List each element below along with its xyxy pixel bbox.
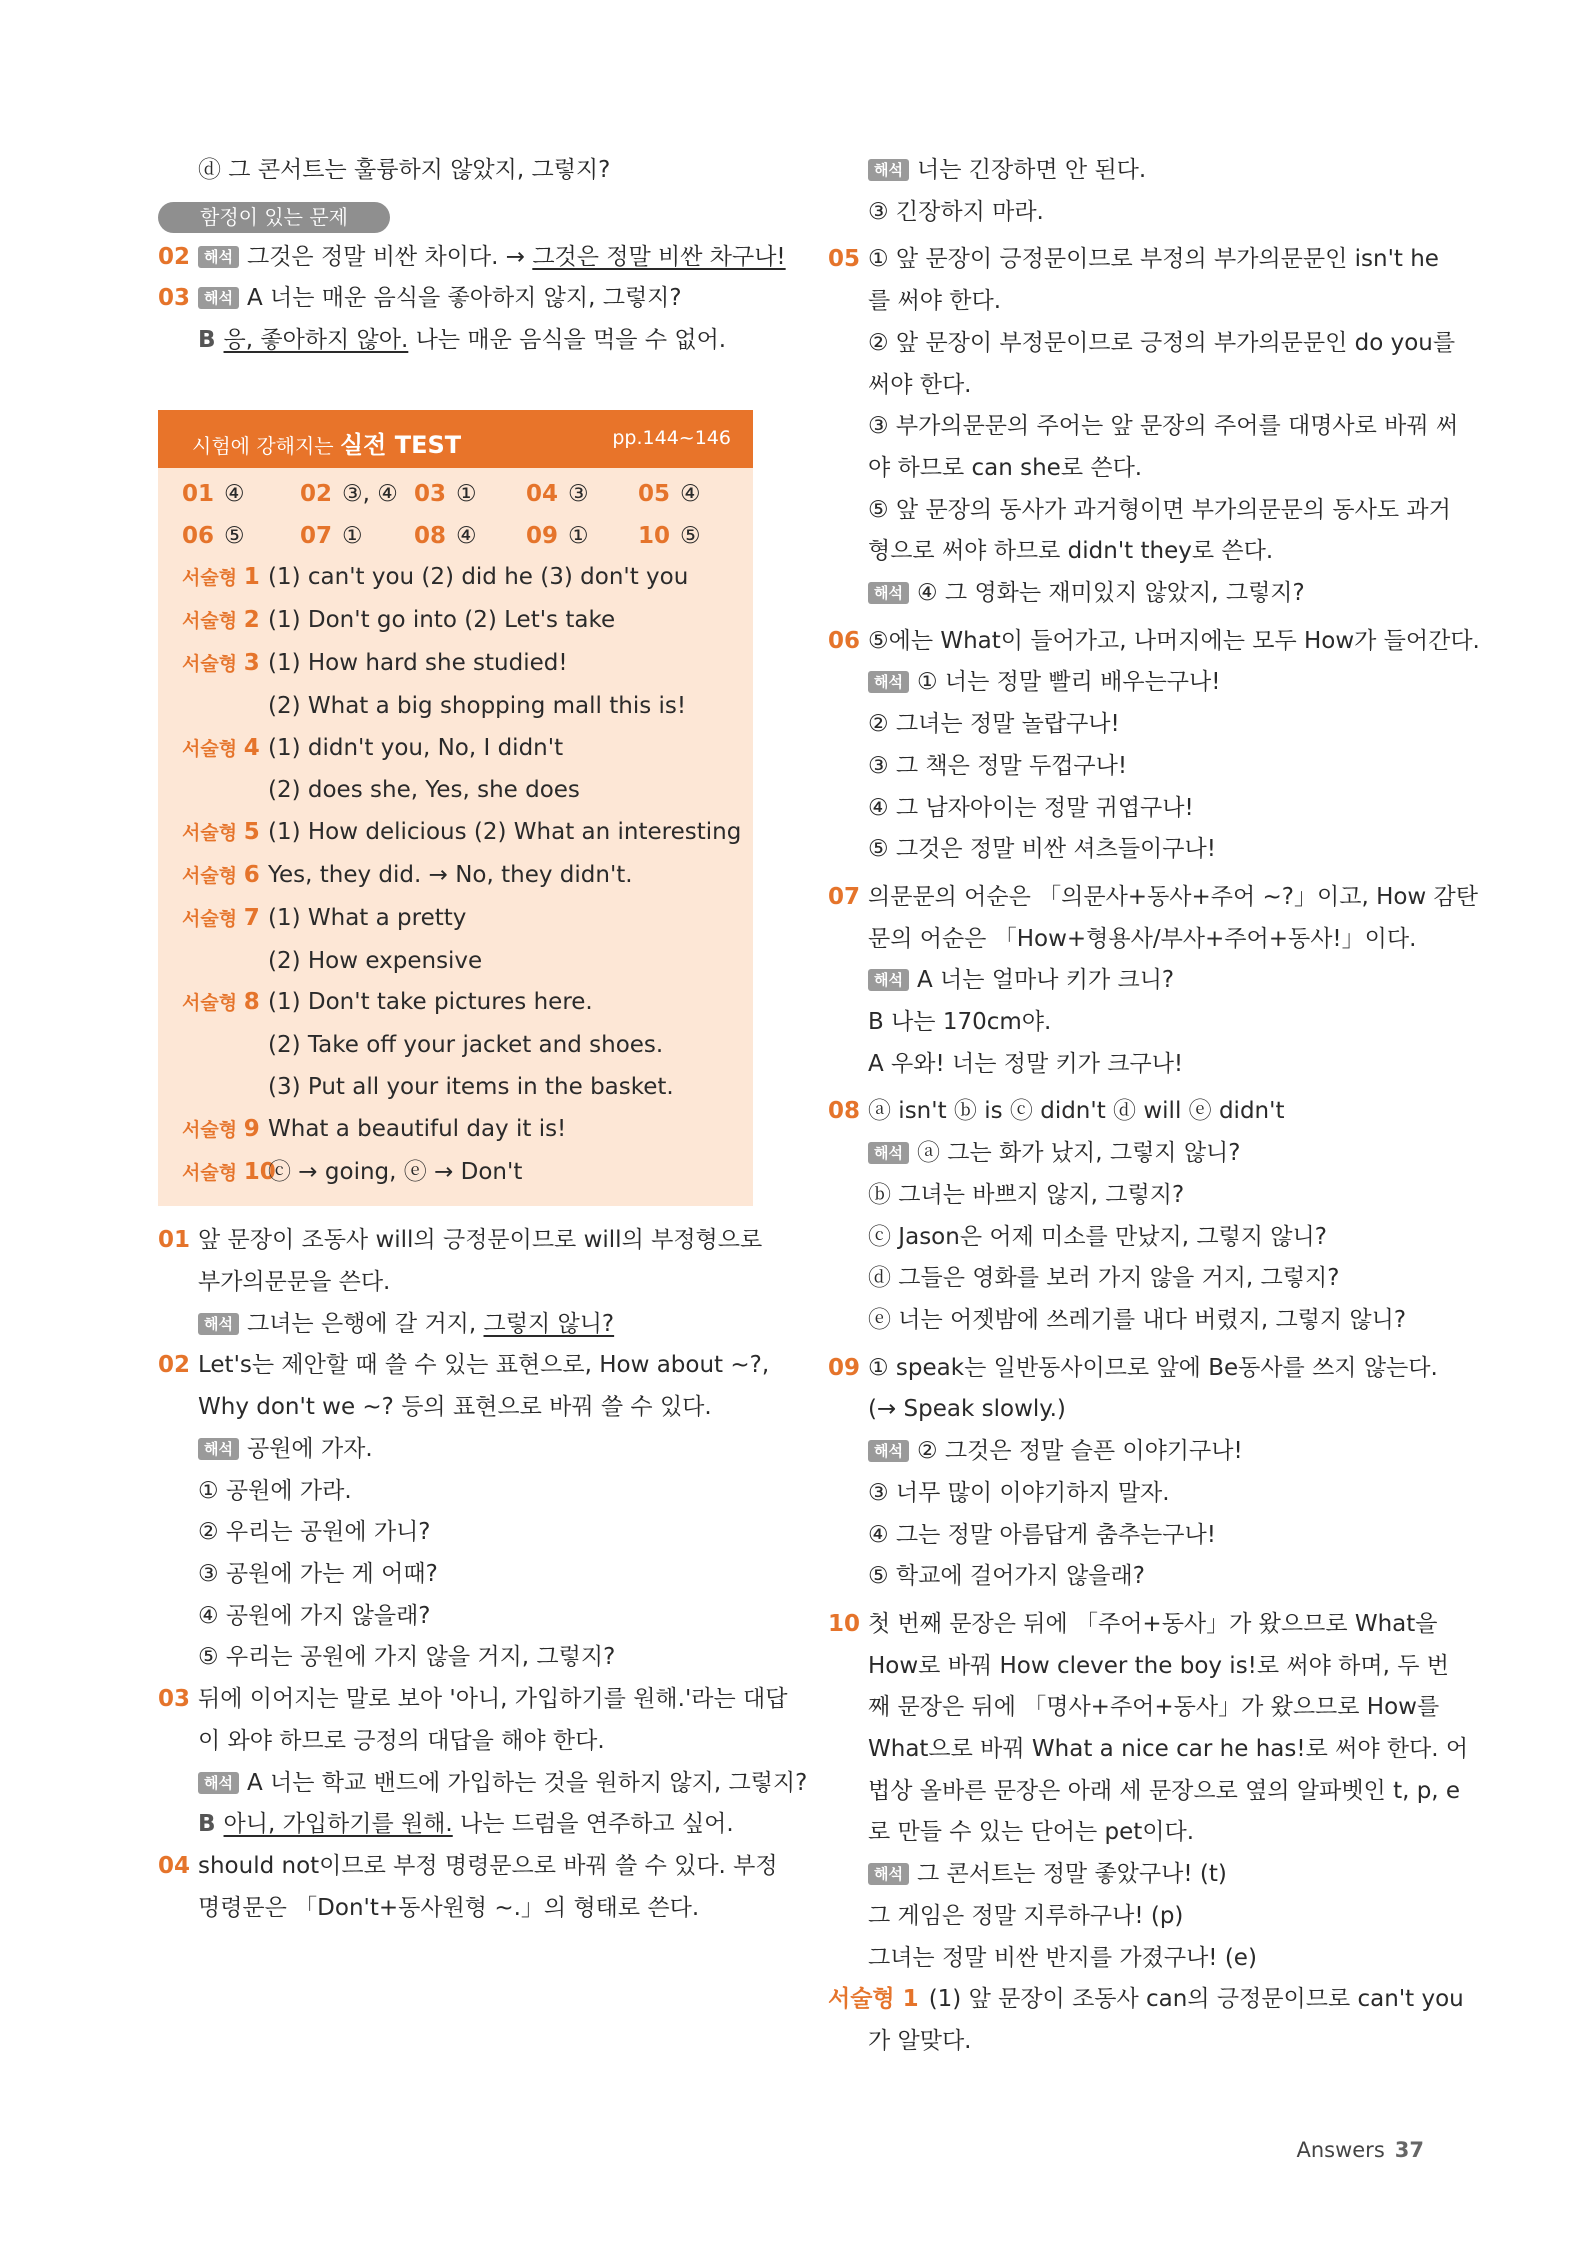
text: A 너는 학교 밴드에 가입하는 것을 원하지 않지, 그렇지? [246, 1769, 808, 1796]
text: 이 와야 하므로 긍정의 대답을 해야 한다. [198, 1727, 605, 1754]
text: ⑤ 학교에 걸어가지 않을래? [868, 1563, 1145, 1590]
question-number: 02 [158, 1352, 191, 1379]
text: ③ 그 책은 정말 두껍구나! [868, 752, 1128, 779]
essay-answer-6 [182, 855, 753, 898]
essay-text: What a beautiful day it is! [268, 1115, 567, 1142]
text: ⓔ 너는 어젯밤에 쓰레기를 내다 버렸지, 그렇지 않니? [868, 1306, 1407, 1333]
text: ⓐ 그는 화가 났지, 그렇지 않니? [916, 1140, 1241, 1167]
explanation-08 [828, 1091, 1424, 1133]
text: ⓓ 그들은 영화를 보러 가지 않을 거지, 그렇지? [868, 1265, 1340, 1292]
text: ④ 그 영화는 재미있지 않았지, 그렇지? [916, 580, 1305, 607]
text: 형으로 써야 하므로 didn't they로 쓴다. [868, 538, 1274, 565]
essay-answer-8-cont2: (3) Put all your items in the basket. [268, 1073, 674, 1100]
essay-answer-10 [182, 1152, 753, 1195]
explanation-07 [828, 877, 1478, 919]
option-line: ① 공원에 가라. [198, 1477, 352, 1504]
text: 첫 번째 문장은 뒤에 「주어+동사」가 왔으므로 What을 [868, 1610, 1438, 1637]
answer-number: 03 [414, 480, 447, 507]
text: ⓒ Jason은 어제 미소를 만났지, 그렇지 않니? [868, 1223, 1327, 1250]
essay-number: 1 [243, 564, 260, 591]
dialog-b-line [158, 1804, 753, 1846]
text: ② 그녀는 정말 놀랍구나! [868, 711, 1120, 738]
explanation-03 [158, 1679, 788, 1721]
explanation-02 [158, 1345, 770, 1387]
text: ③ 긴장하지 마라. [868, 198, 1044, 225]
text: 가 알맞다. [868, 2027, 972, 2054]
text: 의문문의 어순은 「의문사+동사+주어 ~?」이고, How 감탄 [868, 883, 1478, 910]
text: How로 바꿔 How clever the boy is!로 써야 하며, 두 번 [868, 1652, 1449, 1679]
text: 나는 매운 음식을 먹을 수 없어. [408, 327, 727, 354]
essay-answer-3-cont: (2) What a big shopping mall this is! [268, 692, 687, 719]
essay-label: 서술형 [182, 653, 238, 675]
essay-text: (1) How hard she studied! [268, 650, 568, 676]
answer-value: ③ [568, 480, 589, 507]
text: (1) 앞 문장이 조동사 can의 긍정문이므로 can't you [928, 1986, 1464, 2013]
answer-number: 01 [182, 480, 215, 507]
essay-answer-2 [182, 600, 753, 643]
text: 문의 어순은 「How+형용사/부사+주어+동사!」이다. [868, 925, 1417, 952]
text: A 너는 매운 음식을 좋아하지 않지, 그렇지? [246, 285, 682, 312]
text: A 우와! 너는 정말 키가 크구나! [868, 1050, 1184, 1077]
essay-answer-7-cont: (2) How expensive [268, 947, 483, 974]
essay-label: 서술형 [182, 1118, 238, 1141]
translation-line [828, 960, 1424, 1002]
trap-q03 [158, 278, 753, 320]
translation-tag: 해석 [868, 1440, 909, 1462]
speaker: B [198, 327, 216, 354]
translation-line [158, 1429, 753, 1471]
practice-test-box [158, 410, 753, 1207]
explanation-05 [828, 239, 1439, 281]
left-column [158, 150, 808, 1929]
trap-section-label: 함정이 있는 문제 [158, 202, 390, 233]
essay-text: (1) Don't go into (2) Let's take [268, 607, 616, 634]
translation-tag: 해석 [198, 1772, 239, 1794]
explanation-04 [158, 1846, 778, 1888]
essay-answer-4-cont: (2) does she, Yes, she does [268, 777, 580, 804]
essay-label: 서술형 [182, 737, 238, 760]
text: 부가의문문을 쓴다. [198, 1269, 391, 1296]
explanation-06 [828, 621, 1480, 663]
question-number: 08 [828, 1098, 861, 1125]
text: ① 너는 정말 빨리 배우는구나! [916, 669, 1221, 696]
answer-value: ④ [456, 522, 477, 549]
text: 나는 드럼을 연주하고 싶어. [452, 1811, 734, 1838]
essay-number: 2 [243, 607, 260, 634]
intro-line: ⓓ 그 콘서트는 훌륭하지 않았지, 그렇지? [198, 157, 611, 183]
answer-value: ⑤ [224, 522, 245, 549]
text: 그 게임은 정말 지루하구나! (p) [868, 1902, 1184, 1929]
text: 야 하므로 can she로 쓴다. [868, 454, 1143, 481]
answer-value: ④ [224, 480, 245, 507]
translation-line [828, 573, 1424, 615]
page-range: pp.144~146 [612, 426, 731, 449]
answer-number: 02 [300, 480, 333, 507]
essay-label: 서술형 [182, 864, 238, 887]
essay-answer-9 [182, 1109, 753, 1152]
translation-tag: 해석 [868, 969, 909, 991]
right-column [828, 150, 1480, 2063]
text: 째 문장은 뒤에 「명사+주어+동사」가 왔으므로 How를 [868, 1694, 1440, 1721]
essay-label: 서술형 [182, 567, 238, 590]
translation-tag: 해석 [868, 582, 909, 604]
answer-number: 05 [638, 480, 671, 507]
text: What으로 바꿔 What a nice car he has!로 써야 한다. 어 [868, 1736, 1469, 1763]
text: A 너는 얼마나 키가 크니? [916, 967, 1175, 994]
text: 공원에 가자. [246, 1435, 373, 1462]
text: ⑤에는 What이 들어가고, 나머지에는 모두 How가 들어간다. [868, 627, 1480, 654]
text: 앞 문장이 조동사 will의 긍정문이므로 will의 부정형으로 [198, 1227, 763, 1254]
essay-explanation-1 [828, 1979, 1464, 2021]
translation-line [828, 1431, 1424, 1473]
text: 그녀는 정말 비싼 반지를 가졌구나! (e) [868, 1944, 1257, 1971]
essay-label: 서술형 [828, 1986, 895, 2013]
text: 그것은 정말 비싼 차이다. → [246, 243, 533, 270]
essay-text: (1) didn't you, No, I didn't [268, 734, 564, 761]
text: 로 만들 수 있는 단어는 pet이다. [868, 1819, 1195, 1846]
essay-text: Yes, they did. → No, they didn't. [268, 861, 633, 888]
answer-value: ④ [680, 480, 701, 507]
translation-tag: 해석 [868, 1142, 909, 1164]
question-number: 01 [158, 1227, 191, 1254]
explanation-10 [828, 1604, 1438, 1646]
translation-tag: 해석 [198, 287, 239, 309]
answer-value: ① [568, 522, 589, 549]
text: ④ 그 남자아이는 정말 귀엽구나! [868, 794, 1194, 821]
answer-number: 08 [414, 522, 447, 549]
text: should not이므로 부정 명령문으로 바꿔 쓸 수 있다. 부정 [198, 1852, 778, 1879]
option-line: ② 우리는 공원에 가니? [198, 1519, 431, 1546]
essay-number: 1 [902, 1986, 919, 2013]
translation-line [828, 150, 1424, 192]
text: ⓑ 그녀는 바쁘지 않지, 그렇지? [868, 1181, 1185, 1208]
essay-label: 서술형 [182, 907, 238, 930]
text: 법상 올바른 문장은 아래 세 문장으로 옆의 알파벳인 t, p, e [868, 1777, 1461, 1804]
essay-label: 서술형 [182, 610, 238, 633]
translation-tag: 해석 [198, 246, 239, 268]
text: 써야 한다. [868, 371, 972, 398]
text: ④ 그는 정말 아름답게 춤추는구나! [868, 1521, 1216, 1548]
translation-tag: 해석 [868, 671, 909, 693]
translation-tag: 해석 [198, 1313, 239, 1335]
answer-value: ⑤ [680, 522, 701, 549]
option-line: ③ 공원에 가는 게 어때? [198, 1560, 438, 1587]
essay-text: (1) Don't take pictures here. [268, 989, 593, 1016]
essay-answer-1 [182, 557, 753, 600]
underlined-answer: 그것은 정말 비싼 차구나! [532, 243, 786, 270]
translation-tag: 해석 [868, 159, 909, 181]
page-number: 37 [1394, 2138, 1424, 2162]
answer-number: 09 [526, 522, 559, 549]
essay-number: 9 [243, 1115, 260, 1142]
question-number: 03 [158, 1686, 191, 1713]
practice-test-title [192, 425, 461, 460]
essay-number: 10 [243, 1158, 276, 1185]
question-number: 03 [158, 285, 191, 312]
answer-number: 10 [638, 522, 671, 549]
essay-number: 6 [243, 861, 260, 888]
translation-line [158, 1763, 808, 1805]
translation-tag: 해석 [198, 1438, 239, 1460]
text: ⓐ isn't ⓑ is ⓒ didn't ⓓ will ⓔ didn't [868, 1098, 1285, 1125]
practice-test-header [158, 410, 753, 468]
explanation-01 [158, 1220, 763, 1262]
text: Why don't we ~? 등의 표현으로 바꿔 쓸 수 있다. [198, 1394, 712, 1421]
essay-number: 3 [243, 650, 260, 676]
text: (→ Speak slowly.) [868, 1396, 1066, 1423]
translation-line [158, 1304, 753, 1346]
question-number: 05 [828, 246, 861, 273]
text: ⑤ 그것은 정말 비싼 셔츠들이구나! [868, 836, 1216, 863]
underlined-answer: 아니, 가입하기를 원해. [223, 1811, 453, 1838]
translation-tag: 해석 [868, 1863, 909, 1885]
text: 너는 긴장하면 안 된다. [916, 157, 1147, 183]
text: 뒤에 이어지는 말로 보아 '아니, 가입하기를 원해.'라는 대답 [198, 1686, 788, 1713]
text: ⑤ 앞 문장의 동사가 과거형이면 부가의문문의 동사도 과거 [868, 496, 1451, 523]
underlined-answer: 그렇지 않니? [483, 1310, 615, 1337]
text: ② 그것은 정말 슬픈 이야기구나! [916, 1438, 1243, 1465]
essay-label: 서술형 [182, 992, 238, 1015]
trap-q03-b [158, 320, 753, 362]
explanation-09 [828, 1348, 1438, 1390]
question-number: 07 [828, 883, 861, 910]
option-line: ④ 공원에 가지 않을래? [198, 1602, 431, 1629]
answer-value: ① [342, 522, 363, 549]
question-number: 10 [828, 1610, 861, 1637]
answer-value: ① [456, 480, 477, 507]
text: 그 콘서트는 정말 좋았구나! (t) [916, 1861, 1227, 1888]
text: ③ 너무 많이 이야기하지 말자. [868, 1479, 1170, 1506]
essay-answer-7 [182, 898, 753, 941]
answer-number: 07 [300, 522, 333, 549]
title-prefix: 시험에 강해지는 [192, 433, 340, 458]
text: 를 써야 한다. [868, 288, 1002, 315]
text: 명령문은 「Don't+동사원형 ~.」의 형태로 쓴다. [198, 1894, 700, 1921]
text: Let's는 제안할 때 쓸 수 있는 표현으로, How about ~?, [198, 1352, 770, 1379]
essay-text: (1) How delicious (2) What an interesting [268, 819, 742, 846]
essay-label: 서술형 [182, 822, 238, 845]
essay-number: 8 [243, 989, 260, 1016]
translation-line [828, 1133, 1424, 1175]
question-number: 04 [158, 1852, 191, 1879]
essay-number: 4 [243, 734, 260, 761]
answer-row-2 [182, 516, 753, 558]
answer-value: ③, ④ [342, 480, 398, 507]
answer-row-1 [182, 474, 753, 516]
essay-number: 7 [243, 904, 260, 931]
underlined-answer: 응, 좋아하지 않아. [223, 327, 409, 354]
question-number: 09 [828, 1354, 861, 1381]
text: ① speak는 일반동사이므로 앞에 Be동사를 쓰지 않는다. [868, 1354, 1438, 1381]
speaker: B [198, 1811, 216, 1838]
trap-q02 [158, 237, 786, 279]
essay-answer-4 [182, 728, 753, 771]
translation-line [828, 662, 1424, 704]
footer-word: Answers [1296, 2138, 1385, 2162]
title-bold: 실전 TEST [339, 430, 462, 459]
text: ③ 부가의문문의 주어는 앞 문장의 주어를 대명사로 바꿔 써 [868, 413, 1459, 440]
text: ① 앞 문장이 긍정문이므로 부정의 부가의문문인 isn't he [868, 246, 1439, 273]
text: 그녀는 은행에 갈 거지, [246, 1310, 484, 1337]
essay-answer-8-cont1: (2) Take off your jacket and shoes. [268, 1032, 664, 1059]
answer-number: 06 [182, 522, 215, 549]
essay-text: ⓒ → going, ⓔ → Don't [268, 1158, 523, 1185]
essay-text: (1) What a pretty [268, 904, 467, 931]
essay-answer-8 [182, 982, 753, 1025]
essay-text: (1) can't you (2) did he (3) don't you [268, 564, 689, 591]
essay-number: 5 [243, 819, 260, 846]
question-number: 06 [828, 627, 861, 654]
text: B 나는 170cm야. [868, 1009, 1052, 1036]
option-line: ⑤ 우리는 공원에 가지 않을 거지, 그렇지? [198, 1644, 616, 1671]
essay-label: 서술형 [182, 1161, 238, 1184]
essay-answer-5 [182, 812, 753, 855]
text: ② 앞 문장이 부정문이므로 긍정의 부가의문문인 do you를 [868, 329, 1456, 356]
question-number: 02 [158, 243, 191, 270]
answer-number: 04 [526, 480, 559, 507]
page-footer [1296, 2138, 1424, 2162]
essay-answer-3 [182, 643, 753, 686]
translation-line [828, 1854, 1424, 1896]
